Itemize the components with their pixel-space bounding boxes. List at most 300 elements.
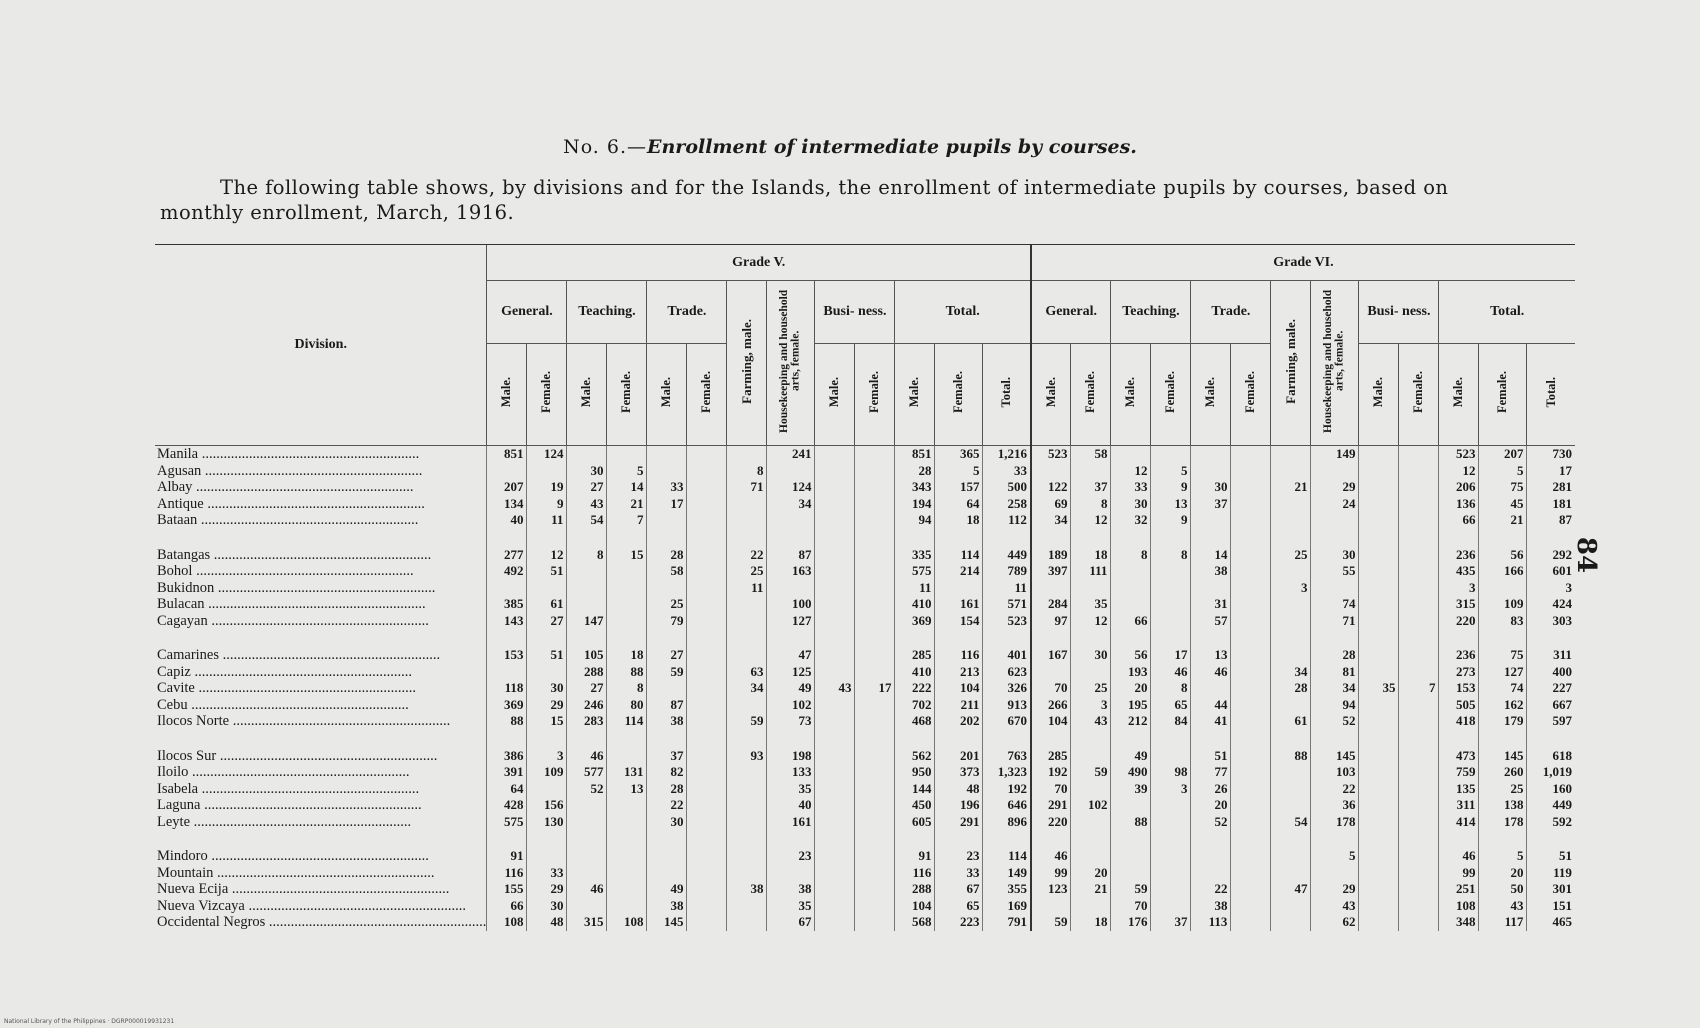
table-cell: 568 bbox=[895, 914, 935, 931]
table-cell bbox=[855, 781, 895, 798]
table-cell: 125 bbox=[767, 664, 815, 681]
table-cell: 258 bbox=[983, 496, 1031, 513]
table-cell: 116 bbox=[895, 865, 935, 882]
spacer-cell bbox=[895, 529, 935, 547]
table-cell: 27 bbox=[567, 680, 607, 697]
table-cell: 791 bbox=[983, 914, 1031, 931]
spacer-cell bbox=[815, 629, 855, 647]
g5-subheader-label: Male. bbox=[579, 376, 594, 407]
table-cell: 169 bbox=[983, 898, 1031, 915]
table-cell: 227 bbox=[1527, 680, 1575, 697]
table-cell bbox=[687, 764, 727, 781]
table-cell bbox=[1359, 479, 1399, 496]
spacer-cell bbox=[1527, 830, 1575, 848]
table-cell: 33 bbox=[647, 479, 687, 496]
table-cell: 35 bbox=[767, 898, 815, 915]
spacer-cell bbox=[527, 529, 567, 547]
table-cell bbox=[1311, 463, 1359, 480]
table-cell: 18 bbox=[1071, 547, 1111, 564]
spacer-cell bbox=[567, 529, 607, 547]
table-cell: 25 bbox=[647, 596, 687, 613]
g5-subheader-total bbox=[983, 343, 1031, 445]
table-cell: 315 bbox=[1439, 596, 1479, 613]
table-cell: 449 bbox=[983, 547, 1031, 564]
table-cell: 87 bbox=[647, 697, 687, 714]
table-cell: 14 bbox=[607, 479, 647, 496]
table-cell: 47 bbox=[1271, 881, 1311, 898]
table-cell bbox=[767, 865, 815, 882]
spacer-cell bbox=[1527, 629, 1575, 647]
table-cell bbox=[815, 814, 855, 831]
table-cell: 11 bbox=[983, 580, 1031, 597]
table-cell bbox=[1399, 463, 1439, 480]
table-cell: 102 bbox=[767, 697, 815, 714]
table-cell: 18 bbox=[1071, 914, 1111, 931]
table-cell: 646 bbox=[983, 797, 1031, 814]
table-cell: 61 bbox=[527, 596, 567, 613]
table-cell bbox=[935, 580, 983, 597]
spacer-cell bbox=[607, 730, 647, 748]
table-cell: 369 bbox=[895, 613, 935, 630]
g6-subheader-label: Total. bbox=[1543, 376, 1558, 407]
table-cell: 99 bbox=[1031, 865, 1071, 882]
table-row bbox=[155, 865, 1575, 882]
spacer-cell bbox=[1479, 830, 1527, 848]
table-cell bbox=[815, 848, 855, 865]
table-cell: 52 bbox=[567, 781, 607, 798]
table-cell bbox=[1399, 563, 1439, 580]
table-cell: 75 bbox=[1479, 479, 1527, 496]
table-cell: 202 bbox=[935, 713, 983, 730]
table-cell bbox=[1151, 881, 1191, 898]
g6-farming-header bbox=[1271, 281, 1311, 446]
table-cell: 122 bbox=[1031, 479, 1071, 496]
table-cell: 301 bbox=[1527, 881, 1575, 898]
table-cell bbox=[727, 596, 767, 613]
g6-subheader-label: Female. bbox=[1411, 370, 1426, 413]
table-cell: 194 bbox=[895, 496, 935, 513]
table-cell bbox=[1271, 446, 1311, 463]
table-cell: 49 bbox=[1111, 748, 1151, 765]
table-cell: 117 bbox=[1479, 914, 1527, 931]
table-cell: 134 bbox=[487, 496, 527, 513]
table-cell: 355 bbox=[983, 881, 1031, 898]
table-cell: 62 bbox=[1311, 914, 1359, 931]
table-cell: 1,323 bbox=[983, 764, 1031, 781]
table-cell: 156 bbox=[527, 797, 567, 814]
table-cell: 38 bbox=[767, 881, 815, 898]
table-cell bbox=[1359, 496, 1399, 513]
table-cell bbox=[647, 580, 687, 597]
table-cell bbox=[855, 496, 895, 513]
table-cell bbox=[647, 512, 687, 529]
table-cell bbox=[647, 463, 687, 480]
g6-general-header: General. bbox=[1031, 281, 1111, 344]
table-row bbox=[155, 496, 1575, 513]
table-cell bbox=[855, 580, 895, 597]
table-cell: 153 bbox=[1439, 680, 1479, 697]
table-cell: 3 bbox=[527, 748, 567, 765]
table-cell bbox=[1071, 781, 1111, 798]
table-cell: 43 bbox=[815, 680, 855, 697]
table-cell: 80 bbox=[607, 697, 647, 714]
table-cell bbox=[815, 748, 855, 765]
table-cell bbox=[527, 463, 567, 480]
table-cell: 114 bbox=[607, 713, 647, 730]
g6-subheader-male bbox=[1031, 343, 1071, 445]
table-cell bbox=[1271, 781, 1311, 798]
table-cell: 207 bbox=[487, 479, 527, 496]
table-cell: 136 bbox=[1439, 496, 1479, 513]
table-cell bbox=[607, 898, 647, 915]
table-cell: 12 bbox=[1439, 463, 1479, 480]
table-cell bbox=[567, 596, 607, 613]
division-name: Antique ............................................................ bbox=[157, 495, 425, 512]
spacer-cell bbox=[1151, 629, 1191, 647]
table-cell bbox=[815, 596, 855, 613]
division-name: Nueva Vizcaya ............................................................ bbox=[157, 897, 466, 914]
grade6-header: Grade VI. bbox=[1031, 245, 1575, 281]
table-cell bbox=[527, 848, 567, 865]
spacer-cell bbox=[1231, 529, 1271, 547]
table-cell: 571 bbox=[983, 596, 1031, 613]
table-cell: 11 bbox=[527, 512, 567, 529]
spacer-cell bbox=[687, 730, 727, 748]
spacer-cell bbox=[815, 830, 855, 848]
table-cell bbox=[855, 463, 895, 480]
table-cell bbox=[1071, 580, 1111, 597]
g5-housekeeping-label: Housekeeping and household arts, female. bbox=[778, 289, 802, 433]
table-cell: 29 bbox=[527, 697, 567, 714]
spacer-cell bbox=[1111, 730, 1151, 748]
g5-subheader-label: Female. bbox=[539, 370, 554, 413]
table-cell: 109 bbox=[1479, 596, 1527, 613]
table-cell bbox=[687, 547, 727, 564]
table-cell: 5 bbox=[1479, 463, 1527, 480]
table-cell bbox=[767, 580, 815, 597]
table-cell: 30 bbox=[1111, 496, 1151, 513]
table-cell bbox=[687, 580, 727, 597]
table-cell bbox=[687, 697, 727, 714]
spacer-cell bbox=[1071, 529, 1111, 547]
spacer-cell bbox=[1231, 730, 1271, 748]
table-cell: 37 bbox=[1151, 914, 1191, 931]
division-name: Cebu ............................................................ bbox=[157, 696, 409, 713]
table-cell: 283 bbox=[567, 713, 607, 730]
table-cell bbox=[1359, 814, 1399, 831]
table-cell bbox=[1359, 664, 1399, 681]
table-cell: 49 bbox=[647, 881, 687, 898]
table-cell bbox=[1071, 898, 1111, 915]
table-cell bbox=[567, 848, 607, 865]
table-cell bbox=[855, 914, 895, 931]
table-cell bbox=[1111, 865, 1151, 882]
spacer-cell bbox=[1439, 529, 1479, 547]
table-cell bbox=[1399, 848, 1439, 865]
table-cell: 5 bbox=[935, 463, 983, 480]
table-cell bbox=[1399, 647, 1439, 664]
table-cell: 605 bbox=[895, 814, 935, 831]
table-cell bbox=[1151, 748, 1191, 765]
table-cell: 66 bbox=[487, 898, 527, 915]
table-cell bbox=[855, 748, 895, 765]
table-cell: 29 bbox=[1311, 479, 1359, 496]
spacer-cell bbox=[1271, 629, 1311, 647]
table-cell bbox=[855, 848, 895, 865]
table-cell: 43 bbox=[1311, 898, 1359, 915]
g5-subheader-female bbox=[527, 343, 567, 445]
table-cell: 490 bbox=[1111, 764, 1151, 781]
table-cell: 94 bbox=[1311, 697, 1359, 714]
table-cell bbox=[1151, 580, 1191, 597]
table-cell: 47 bbox=[767, 647, 815, 664]
table-cell bbox=[815, 647, 855, 664]
table-cell: 189 bbox=[1031, 547, 1071, 564]
table-cell bbox=[1031, 463, 1071, 480]
spacer-cell bbox=[1359, 730, 1399, 748]
spacer-cell bbox=[935, 730, 983, 748]
table-row bbox=[155, 697, 1575, 714]
table-cell bbox=[687, 647, 727, 664]
g6-subheader-total bbox=[1527, 343, 1575, 445]
table-cell: 40 bbox=[767, 797, 815, 814]
table-cell bbox=[687, 865, 727, 882]
table-cell bbox=[1111, 580, 1151, 597]
table-cell: 193 bbox=[1111, 664, 1151, 681]
table-cell bbox=[687, 881, 727, 898]
table-cell: 8 bbox=[567, 547, 607, 564]
table-cell: 220 bbox=[1031, 814, 1071, 831]
table-cell bbox=[1191, 463, 1231, 480]
table-cell bbox=[1271, 512, 1311, 529]
table-cell: 913 bbox=[983, 697, 1031, 714]
table-cell: 34 bbox=[727, 680, 767, 697]
division-name: Bataan ............................................................ bbox=[157, 512, 419, 528]
spacer-cell bbox=[567, 629, 607, 647]
table-cell: 3 bbox=[1439, 580, 1479, 597]
table-cell: 201 bbox=[935, 748, 983, 765]
table-cell: 236 bbox=[1439, 547, 1479, 564]
spacer-cell bbox=[983, 529, 1031, 547]
table-cell bbox=[1231, 898, 1271, 915]
table-cell: 3 bbox=[1527, 580, 1575, 597]
table-cell bbox=[855, 479, 895, 496]
division-name: Batangas ............................................................ bbox=[157, 546, 432, 563]
g6-subheader-label: Male. bbox=[1123, 376, 1138, 407]
table-cell bbox=[1231, 697, 1271, 714]
spacer-cell bbox=[1151, 529, 1191, 547]
division-name: Bohol ............................................................ bbox=[157, 563, 414, 579]
table-cell: 8 bbox=[1111, 547, 1151, 564]
table-cell: 373 bbox=[935, 764, 983, 781]
table-cell: 410 bbox=[895, 596, 935, 613]
table-cell bbox=[1231, 713, 1271, 730]
table-cell: 763 bbox=[983, 748, 1031, 765]
g5-farming-header bbox=[727, 281, 767, 446]
table-cell: 105 bbox=[567, 647, 607, 664]
table-cell: 759 bbox=[1439, 764, 1479, 781]
table-cell bbox=[855, 512, 895, 529]
spacer-cell bbox=[1191, 529, 1231, 547]
g6-farming-label: Farming, male. bbox=[1283, 318, 1299, 404]
division-name: Ilocos Norte ............................................................ bbox=[157, 713, 451, 729]
table-cell bbox=[815, 563, 855, 580]
table-cell: 523 bbox=[1031, 446, 1071, 463]
g6-subheader-label: Male. bbox=[1451, 376, 1466, 407]
table-cell: 214 bbox=[935, 563, 983, 580]
table-cell bbox=[487, 664, 527, 681]
table-cell bbox=[1359, 848, 1399, 865]
table-row bbox=[155, 463, 1575, 480]
table-cell: 8 bbox=[727, 463, 767, 480]
spacer-cell bbox=[855, 629, 895, 647]
division-name: Iloilo ............................................................ bbox=[157, 764, 410, 780]
table-cell: 49 bbox=[767, 680, 815, 697]
table-cell bbox=[727, 865, 767, 882]
table-cell: 246 bbox=[567, 697, 607, 714]
spacer-cell bbox=[935, 629, 983, 647]
table-body bbox=[155, 446, 1575, 931]
table-cell: 59 bbox=[1071, 764, 1111, 781]
table-cell: 266 bbox=[1031, 697, 1071, 714]
g6-trade-header: Trade. bbox=[1191, 281, 1271, 344]
table-row bbox=[155, 764, 1575, 781]
table-cell: 38 bbox=[727, 881, 767, 898]
table-cell: 64 bbox=[487, 781, 527, 798]
table-cell bbox=[1399, 764, 1439, 781]
table-cell bbox=[1191, 848, 1231, 865]
g6-housekeeping-label: Housekeeping and household arts, female. bbox=[1322, 289, 1346, 433]
table-cell bbox=[1111, 848, 1151, 865]
table-cell bbox=[727, 898, 767, 915]
spacer-cell bbox=[1399, 529, 1439, 547]
g6-subheader-label: Female. bbox=[1163, 370, 1178, 413]
table-cell bbox=[1231, 764, 1271, 781]
spacer-cell bbox=[647, 730, 687, 748]
table-cell bbox=[687, 496, 727, 513]
table-cell: 59 bbox=[647, 664, 687, 681]
g6-subheader-female bbox=[1399, 343, 1439, 445]
table-cell bbox=[1231, 547, 1271, 564]
spacer-cell bbox=[1031, 830, 1071, 848]
table-cell: 66 bbox=[1439, 512, 1479, 529]
table-cell: 147 bbox=[567, 613, 607, 630]
table-cell: 211 bbox=[935, 697, 983, 714]
table-cell: 192 bbox=[983, 781, 1031, 798]
table-cell bbox=[815, 713, 855, 730]
table-cell bbox=[1231, 446, 1271, 463]
division-name: Cagayan ............................................................ bbox=[157, 612, 429, 629]
table-cell: 77 bbox=[1191, 764, 1231, 781]
table-cell: 13 bbox=[1151, 496, 1191, 513]
table-cell: 15 bbox=[527, 713, 567, 730]
table-cell: 29 bbox=[1311, 881, 1359, 898]
spacer-cell bbox=[1311, 529, 1359, 547]
table-cell bbox=[687, 479, 727, 496]
table-row bbox=[155, 547, 1575, 564]
table-cell: 157 bbox=[935, 479, 983, 496]
table-cell: 702 bbox=[895, 697, 935, 714]
division-name: Isabela ............................................................ bbox=[157, 780, 420, 797]
table-cell: 450 bbox=[895, 797, 935, 814]
table-cell: 315 bbox=[567, 914, 607, 931]
table-cell: 46 bbox=[1151, 664, 1191, 681]
table-cell bbox=[727, 848, 767, 865]
table-cell: 36 bbox=[1311, 797, 1359, 814]
g5-subheader-label: Male. bbox=[907, 376, 922, 407]
spacer-cell bbox=[1111, 830, 1151, 848]
spacer-cell bbox=[1231, 830, 1271, 848]
table-cell bbox=[1031, 580, 1071, 597]
spacer-cell bbox=[895, 730, 935, 748]
table-cell: 12 bbox=[527, 547, 567, 564]
table-cell: 46 bbox=[1191, 664, 1231, 681]
table-cell bbox=[1311, 512, 1359, 529]
table-cell: 26 bbox=[1191, 781, 1231, 798]
table-cell bbox=[1231, 814, 1271, 831]
table-cell bbox=[1271, 697, 1311, 714]
table-cell bbox=[1151, 865, 1191, 882]
g5-farming-label: Farming, male. bbox=[739, 318, 755, 404]
table-cell: 48 bbox=[935, 781, 983, 798]
table-cell: 8 bbox=[607, 680, 647, 697]
g5-subheader-label: Total. bbox=[999, 376, 1014, 407]
table-cell bbox=[567, 797, 607, 814]
spacer-cell bbox=[727, 730, 767, 748]
table-cell: 32 bbox=[1111, 512, 1151, 529]
table-cell: 25 bbox=[1479, 781, 1527, 798]
table-cell: 34 bbox=[1031, 512, 1071, 529]
table-row bbox=[155, 664, 1575, 681]
table-cell: 27 bbox=[567, 479, 607, 496]
table-cell bbox=[855, 881, 895, 898]
table-cell bbox=[815, 446, 855, 463]
g6-subheader-female bbox=[1479, 343, 1527, 445]
spacer-cell bbox=[767, 830, 815, 848]
table-cell bbox=[1359, 797, 1399, 814]
table-cell bbox=[1399, 580, 1439, 597]
table-cell bbox=[1231, 914, 1271, 931]
table-cell: 88 bbox=[607, 664, 647, 681]
table-cell: 288 bbox=[567, 664, 607, 681]
table-cell: 91 bbox=[487, 848, 527, 865]
table-cell: 133 bbox=[767, 764, 815, 781]
table-cell bbox=[1271, 914, 1311, 931]
table-cell bbox=[1271, 764, 1311, 781]
table-cell: 31 bbox=[1191, 596, 1231, 613]
table-cell: 3 bbox=[1151, 781, 1191, 798]
table-cell bbox=[855, 697, 895, 714]
table-cell: 58 bbox=[1071, 446, 1111, 463]
table-cell: 391 bbox=[487, 764, 527, 781]
table-cell: 45 bbox=[1479, 496, 1527, 513]
grade5-header: Grade V. bbox=[487, 245, 1031, 281]
spacer-cell bbox=[1399, 830, 1439, 848]
g6-subheader-label: Male. bbox=[1203, 376, 1218, 407]
spacer-cell bbox=[1439, 830, 1479, 848]
table-cell bbox=[607, 563, 647, 580]
table-cell bbox=[1271, 865, 1311, 882]
table-row bbox=[155, 680, 1575, 697]
table-cell: 33 bbox=[527, 865, 567, 882]
table-cell bbox=[727, 797, 767, 814]
table-cell bbox=[855, 814, 895, 831]
table-cell: 492 bbox=[487, 563, 527, 580]
table-cell: 50 bbox=[1479, 881, 1527, 898]
table-cell bbox=[1231, 781, 1271, 798]
table-row bbox=[155, 446, 1575, 463]
table-cell: 52 bbox=[1191, 814, 1231, 831]
